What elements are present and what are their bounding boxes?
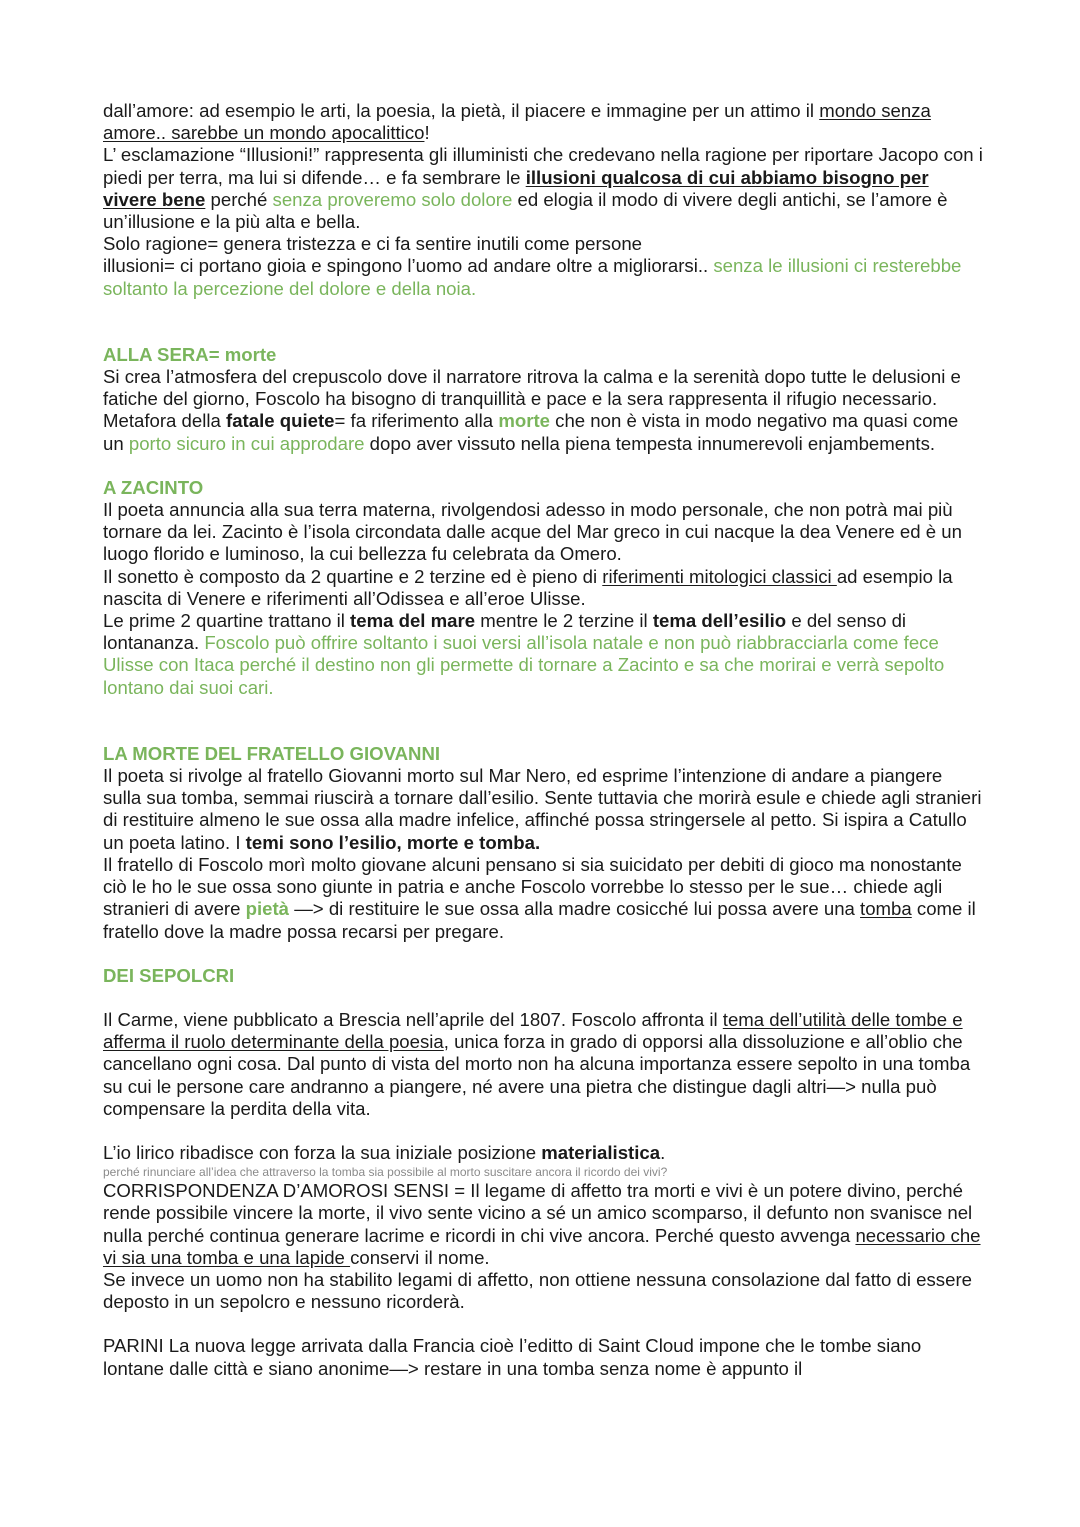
heading-a-zacinto: A ZACINTO (103, 476, 204, 498)
intro-paragraph-1: dall’amore: ad esempio le arti, la poesia, la pietà, il piacere e immagine per un attimo il mondo senza amore.. sarebbe un mondo apocalittico! (103, 100, 931, 144)
intro-paragraph-2: L’ esclamazione “Illusioni!” rappresenta gli illuministi che credevano nella ragione per riportare Jacopo con i piedi per terra, ma lui si difende… e fa sembrare le illusioni qualcosa di cui abbiamo bisogno per vivere bene perché senza proveremo solo dolore ed elogia il modo di vivere degli antichi, se l’amore è un’illusione e la più alta e bella. (103, 144, 983, 233)
heading-alla-sera: ALLA SERA= morte (103, 343, 277, 365)
underlined-phrase: mondo senza amore.. sarebbe un mondo apocalittico (103, 100, 931, 144)
sepolcri-paragraph-4: Se invece un uomo non ha stabilito legami di affetto, non ottiene nessuna consolazione dal fatto di essere deposto in un sepolcro e nessuno ricorderà. (103, 1268, 972, 1313)
zacinto-paragraph-2: Il sonetto è composto da 2 quartine e 2 terzine ed è pieno di riferimenti mitologici classici ad esempio la nascita di Venere e riferimenti all’Odissea e all’eroe Ulisse. (103, 565, 953, 609)
document-page (103, 100, 983, 1380)
heading-dei-sepolcri: DEI SEPOLCRI (103, 964, 235, 986)
sepolcri-paragraph-2: L’io lirico ribadisce con forza la sua iniziale posizione materialistica. (103, 1141, 666, 1163)
bold-underlined-phrase: illusioni qualcosa di cui abbiamo bisogno per vivere bene (103, 166, 929, 210)
fratello-paragraph-1: Il poeta si rivolge al fratello Giovanni morto sul Mar Nero, ed esprime l’intenzione di andare a piangere sulla sua tomba, semmai riuscirà a tornare dall’esilio. Sente tuttavia che morirà esule e chiede agli stranieri di restituire almeno le sue ossa alla madre infelice, affinché possa stringersele al petto. Si ispira a Catullo un poeta latino. I temi sono l’esilio, morte e tomba. (103, 765, 982, 853)
sepolcri-paragraph-1: Il Carme, viene pubblicato a Brescia nell’aprile del 1807. Foscolo affronta il tema dell’utilità delle tombe e afferma il ruolo determinante della poesia, unica forza in grado di opporsi alla dissoluzione e all’oblio che cancellano ogni cosa. Dal punto di vista del morto non ha alcuna importanza essere sepolto in una tomba su cui le persone care andranno a piangere, né avere una pietra che distingue dagli altri—> nulla può compensare la perdita della vita. (103, 1008, 971, 1119)
small-note: perché rinunciare all’idea che attraverso la tomba sia possibile al morto suscitare ancora il ricordo dei vivi? (103, 1165, 668, 1180)
intro-paragraph-3: Solo ragione= genera tristezza e ci fa sentire inutili come persone (103, 233, 643, 255)
fratello-paragraph-2: Il fratello di Foscolo morì molto giovane alcuni pensano si sia suicidato per debiti di gioco ma nonostante ciò le ho le sue ossa sono giunte in patria e anche Foscolo vorrebbe lo stesso per le sue… chiede agli stranieri di avere pietà —> di restituire le sue ossa alla madre cosicché lui possa avere una tomba come il fratello dove la madre possa recarsi per pregare. (103, 853, 976, 942)
alla-sera-paragraph: Si crea l’atmosfera del crepuscolo dove il narratore ritrova la calma e la serenità dopo tutte le delusioni e fatiche del giorno, Foscolo ha bisogno di tranquillità e pace e la sera rappresenta il rifugio necessario. Metafora della fatale quiete= fa riferimento alla morte che non è vista in modo negativo ma quasi come un porto sicuro in cui approdare dopo aver vissuto nella piena tempesta innumerevoli enjambements. (103, 366, 961, 454)
green-phrase: senza proveremo solo dolore (272, 188, 513, 210)
intro-paragraph-4: illusioni= ci portano gioia e spingono l’uomo ad andare oltre a migliorarsi.. senza le illusioni ci resterebbe soltanto la percezione del dolore e della noia. (103, 255, 962, 299)
heading-morte-fratello: LA MORTE DEL FRATELLO GIOVANNI (103, 742, 441, 764)
zacinto-paragraph-1: Il poeta annuncia alla sua terra materna, rivolgendosi adesso in modo personale, che non potrà mai più tornare da lei. Zacinto è l’isola circondata dalle acque del Mar greco in cui nacque la dea Venere ed è un luogo florido e luminoso, la cui bellezza fu celebrata da Omero. (103, 499, 962, 565)
sepolcri-paragraph-3: CORRISPONDENZA D’AMOROSI SENSI = Il legame di affetto tra morti e vivi è un potere divino, perché rende possibile vincere la morte, il vivo sente vicino a sé un amico scomparso, il defunto non svanisce nel nulla perché continua generare lacrime e ricordi in chi vive ancora. Perché questo avvenga necessario che vi sia una tomba e una lapide conservi il nome. (103, 1180, 981, 1268)
sepolcri-paragraph-5: PARINI La nuova legge arrivata dalla Francia cioè l’editto di Saint Cloud impone che le tombe siano lontane dalle città e siano anonime—> restare in una tomba senza nome è appunto il (103, 1335, 922, 1379)
green-phrase: senza le illusioni ci resterebbe soltanto la percezione del dolore e della noia. (103, 255, 962, 299)
zacinto-paragraph-3: Le prime 2 quartine trattano il tema del mare mentre le 2 terzine il tema dell’esilio e del senso di lontananza. Foscolo può offrire soltanto i suoi versi all’isola natale e non può riabbracciarla come fece Ulisse con Itaca perché il destino non gli permette di tornare a Zacinto e sa che morirai e verrà sepolto lontano dai suoi cari. (103, 610, 945, 698)
